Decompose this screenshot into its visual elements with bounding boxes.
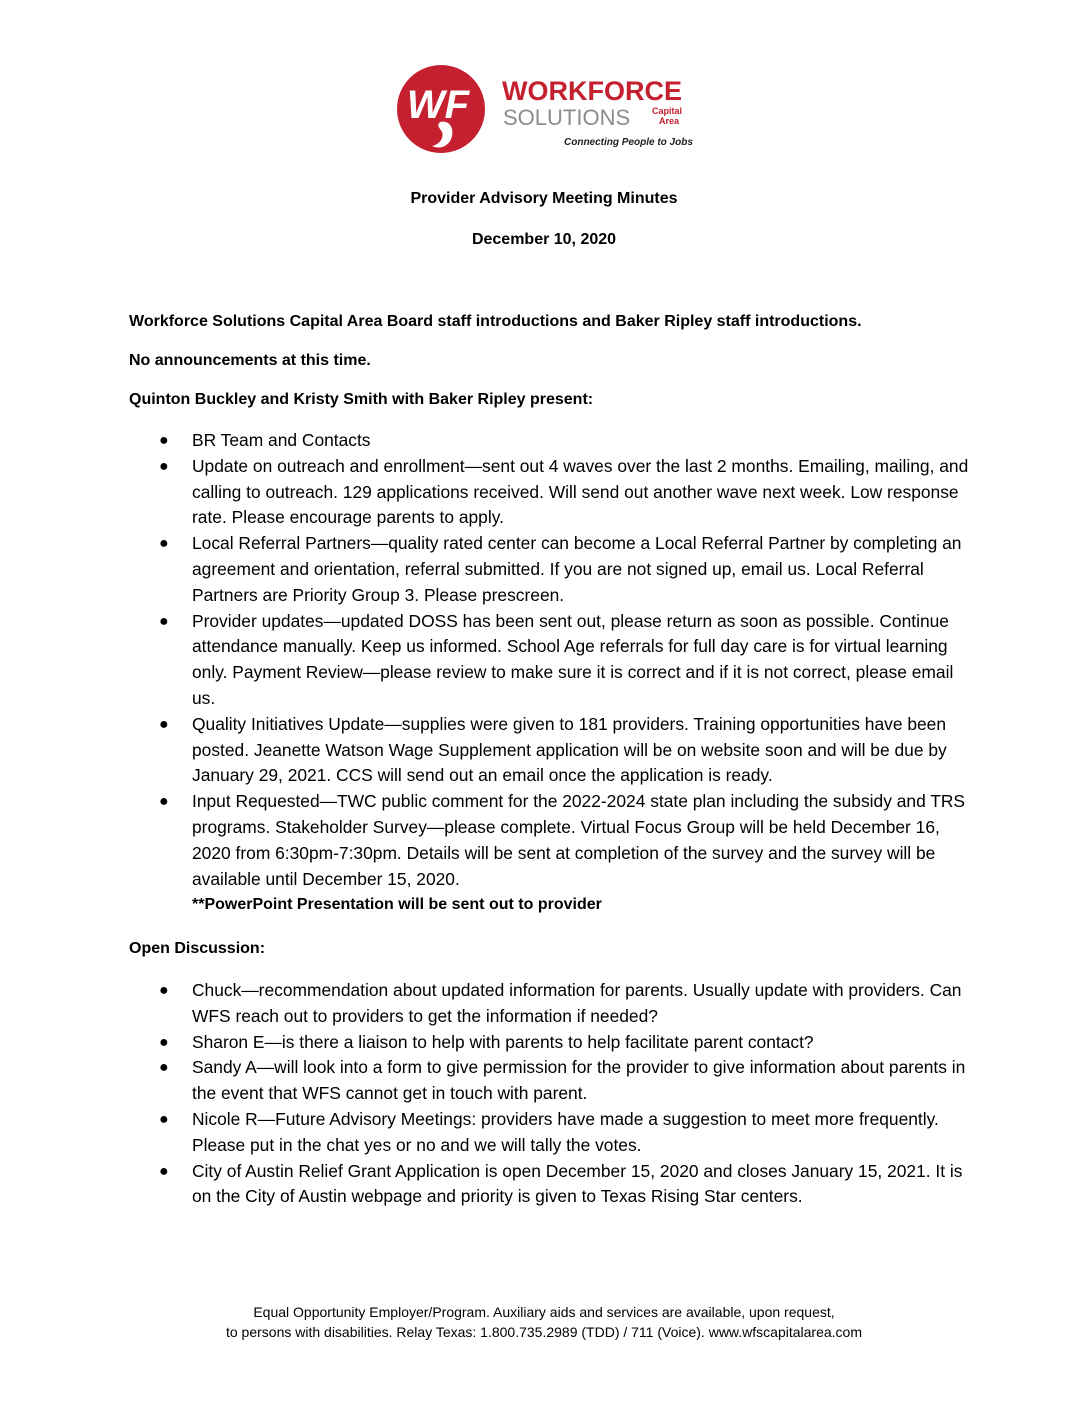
bullet-icon: ● (159, 432, 169, 449)
list-item: ● BR Team and Contacts (129, 428, 969, 454)
list-item: ● Sandy A—will look into a form to give permission for the provider to give information about parents in the event that WFS cannot get in touch with parent. (159, 1057, 966, 1104)
bullet-icon: ● (159, 1033, 169, 1051)
presenters-paragraph: Quinton Buckley and Kristy Smith with Baker Ripley present: (129, 391, 594, 408)
workforce-solutions-logo (396, 64, 696, 154)
presentation-list (129, 428, 969, 918)
bullet-icon: ● (159, 535, 169, 553)
announcements-paragraph: No announcements at this time. (129, 352, 371, 369)
logo-tagline: Connecting People to Jobs (564, 137, 693, 148)
bullet-icon: ● (159, 457, 169, 475)
presentation-note: **PowerPoint Presentation will be sent out to provider (192, 896, 602, 914)
logo-mark: WF (406, 83, 470, 127)
logo-name-line1: WORKFORCE (502, 76, 682, 106)
footer-line1: Equal Opportunity Employer/Program. Auxiliary aids and services are available, upon request, (253, 1304, 835, 1320)
list-item: ● Update on outreach and enrollment—sent out 4 waves over the last 2 months. Emailing, mailing, and calling to outreach. 129 applications received. Will send out another wave next week. Low response rate. Please encourage parents to apply. (159, 455, 969, 528)
bullet-icon: ● (159, 715, 169, 733)
open-discussion-heading: Open Discussion: (129, 940, 266, 957)
bullet-icon: ● (159, 1162, 169, 1180)
logo-graphic (396, 64, 696, 154)
footer-line2: to persons with disabilities. Relay Texas: 1.800.735.2989 (TDD) / 711 (Voice). www.wfscapitalarea.com (225, 1324, 862, 1340)
bullet-icon: ● (159, 793, 169, 811)
list-item: ● Sharon E—is there a liaison to help with parents to help facilitate parent contact? (129, 1030, 969, 1056)
meeting-date: December 10, 2020 (471, 231, 617, 248)
list-item: ● Chuck—recommendation about updated information for parents. Usually update with providers. Can WFS reach out to providers to get the information if needed? (159, 980, 962, 1026)
discussion-list (129, 978, 969, 1210)
bullet-icon: ● (159, 982, 169, 999)
list-item: ● Local Referral Partners—quality rated center can become a Local Referral Partner by completing an agreement and orientation, referral submitted. If you are not signed up, email us. Local Referral Partners are Priority Group 3. Please prescreen. (159, 533, 962, 605)
logo-region-line1: Capital (652, 106, 683, 116)
document-title: Provider Advisory Meeting Minutes (410, 190, 678, 207)
bullet-icon: ● (159, 612, 169, 630)
list-item: ● Nicole R—Future Advisory Meetings: providers have made a suggestion to meet more frequently. Please put in the chat yes or no and we will tally the votes. (159, 1108, 939, 1155)
list-item: ● Quality Initiatives Update—supplies were given to 181 providers. Training opportunities have been posted. Jeanette Watson Wage Supplement application will be on website soon and will be due by January 29, 2021. CCS will send out an email once the application is ready. (159, 713, 947, 786)
logo-region-line2: Area (659, 116, 680, 126)
bullet-icon: ● (159, 1110, 169, 1128)
logo-name-line2: SOLUTIONS (503, 105, 631, 130)
list-item: ● Provider updates—updated DOSS has been sent out, please return as soon as possible. Continue attendance manually. Keep us informed. School Age referrals for full day care is for virtual learning only. Payment Review—please review to make sure it is correct and if it is not correct, please email us. (159, 610, 954, 708)
intro-paragraph: Workforce Solutions Capital Area Board staff introductions and Baker Ripley staff introductions. (129, 313, 862, 330)
footer (0, 1302, 1088, 1342)
list-item: ● Input Requested—TWC public comment for the 2022-2024 state plan including the subsidy and TRS programs. Stakeholder Survey—please complete. Virtual Focus Group will be held December 16, 2020 from 6:30pm-7:30pm. Details will be sent at completion of the survey and the survey will be available until December 15, 2020. **PowerPoint Presentation will be sent out to provider (129, 789, 969, 918)
list-item: ● City of Austin Relief Grant Application is open December 15, 2020 and closes January 15, 2021. It is on the City of Austin webpage and priority is given to Texas Rising Star centers. (159, 1160, 963, 1207)
bullet-icon: ● (159, 1059, 169, 1077)
